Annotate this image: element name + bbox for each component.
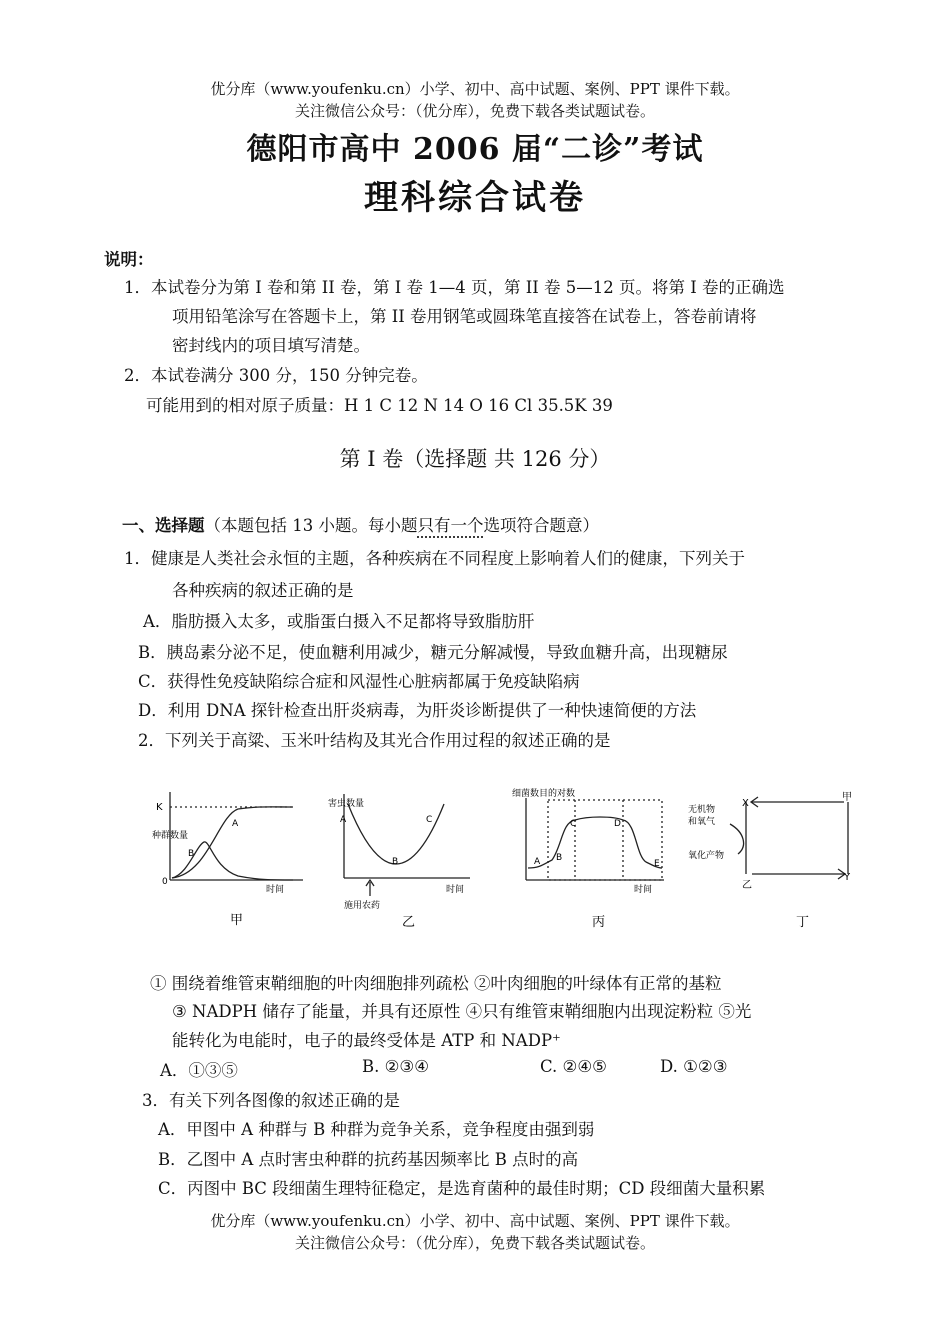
ding-x-label: X [742, 798, 749, 809]
footer-line-2: 关注微信公众号：（优分库），免费下载各类试题试卷。 [294, 1234, 655, 1252]
bing-d-label: D [614, 819, 621, 829]
yi-b-label: B [392, 857, 399, 867]
ding-caption: 丁 [796, 915, 810, 930]
jia-x-label: 时间 [266, 885, 285, 895]
jia-k-label: K [156, 802, 163, 813]
note-2: 2．本试卷满分 300 分，150 分钟完卷。 [124, 366, 428, 385]
q1-option-a: A．脂肪摄入太多，或脂蛋白摄入不足都将导致脂肪肝 [143, 612, 535, 631]
q1-option-d: D．利用 DNA 探针检查出肝炎病毒，为肝炎诊断提供了一种快速简便的方法 [138, 701, 697, 720]
section-heading-text-b: 选项符合题意） [483, 516, 599, 535]
yi-a-label: A [340, 815, 347, 825]
exam-title: 德阳市高中 2006 届“二诊”考试 [246, 132, 704, 167]
note-1-line-2: 项用铅笔涂写在答题卡上，第 II 卷用钢笔或圆珠笔直接答在试卷上，答卷前请将 [172, 307, 757, 326]
ding-y-label: Y [844, 872, 851, 883]
bing-caption: 丙 [592, 915, 606, 930]
q1-option-c: C．获得性免疫缺陷综合症和风湿性心脏病都属于免疫缺陷病 [138, 672, 580, 691]
atomic-masses: 可能用到的相对原子质量：H 1 C 12 N 14 O 16 Cl 35.5K 39 [146, 396, 613, 415]
header-line-2: 关注微信公众号：（优分库），免费下载各类试题试卷。 [294, 102, 655, 120]
ding-input-line-2: 和氧气 [688, 817, 716, 827]
yi-x-label: 时间 [446, 885, 465, 895]
header-line-1: 优分库（www.youfenku.cn）小学、初中、高中试题、案例、PPT 课件下载。 [210, 80, 740, 98]
jia-caption: 甲 [230, 913, 244, 928]
bing-dashed-box [548, 800, 662, 880]
jia-y-label: 种群数量 [152, 831, 189, 841]
yi-c-label: C [426, 815, 433, 825]
q3-stem: 3．有关下列各图像的叙述正确的是 [142, 1091, 400, 1110]
section-heading-text-a: （本题包括 13 小题。每小题 [204, 516, 418, 535]
ding-process-arrow [730, 824, 744, 854]
note-1-line-3: 密封线内的项目填写清楚。 [172, 336, 370, 355]
bing-b-label: B [556, 853, 563, 863]
exam-subtitle: 理科综合试卷 [364, 178, 586, 218]
q2-option-c: C. ②④⑤ [540, 1057, 607, 1076]
section-heading-emphasis: 只有一个 [417, 516, 484, 535]
q2-option-b: B. ②③④ [362, 1057, 429, 1076]
q3-option-a: A．甲图中 A 种群与 B 种群为竞争关系，竞争程度由强到弱 [158, 1120, 595, 1139]
bing-c-label: C [570, 819, 577, 829]
yi-arrow-label: 施用农药 [344, 901, 381, 911]
figure-jia [170, 792, 303, 880]
jia-b-label: B [188, 849, 195, 859]
ding-jia-label: 甲 [842, 792, 852, 803]
q3-option-b: B．乙图中 A 点时害虫种群的抗药基因频率比 B 点时的高 [158, 1150, 579, 1169]
figure-ding [730, 797, 848, 879]
ding-output-label: 氧化产物 [688, 851, 725, 861]
q1-stem-line-2: 各种疾病的叙述正确的是 [172, 581, 354, 600]
notes-heading: 说明： [104, 250, 154, 269]
q3-option-c: C．丙图中 BC 段细菌生理特征稳定，是选育菌种的最佳时期；CD 段细菌大量积累 [158, 1179, 766, 1198]
q2-stem: 2．下列关于高粱、玉米叶结构及其光合作用过程的叙述正确的是 [138, 731, 611, 750]
q2-statements-line-1: ① 围绕着维管束鞘细胞的叶肉细胞排列疏松 ②叶肉细胞的叶绿体有正常的基粒 [150, 974, 722, 993]
ding-input-line-1: 无机物 [688, 805, 716, 815]
q2-option-d: D. ①②③ [660, 1057, 728, 1076]
q2-statements-line-2: ③ NADPH 储存了能量，并具有还原性 ④只有维管束鞘细胞内出现淀粉粒 ⑤光 [172, 1002, 752, 1021]
yi-caption: 乙 [402, 915, 416, 930]
figure-bing [526, 798, 664, 880]
footer-line-1: 优分库（www.youfenku.cn）小学、初中、高中试题、案例、PPT 课件下载。 [210, 1212, 740, 1230]
q1-stem-line-1: 1．健康是人类社会永恒的主题，各种疾病在不同程度上影响着人们的健康，下列关于 [124, 549, 745, 568]
q2-option-a: A．①③⑤ [160, 1061, 238, 1080]
jia-curve-b [172, 842, 293, 880]
yi-y-label: 害虫数量 [328, 799, 365, 809]
figure-panel [148, 776, 864, 934]
ding-yi-label: 乙 [742, 880, 752, 891]
bing-a-label: A [534, 857, 541, 867]
jia-origin-label: 0 [162, 877, 168, 887]
q1-option-b: B．胰岛素分泌不足，使血糖利用减少，糖元分解减慢，导致血糖升高，出现糖尿 [138, 643, 728, 662]
jia-curve-a [172, 807, 293, 878]
bing-e-label: E [654, 859, 660, 869]
bing-x-label: 时间 [634, 885, 653, 895]
yi-curve [348, 804, 444, 864]
jia-a-label: A [232, 819, 239, 829]
note-1-line-1: 1．本试卷分为第 I 卷和第 II 卷，第 I 卷 1—4 页，第 II 卷 5—12 页。将第 I 卷的正确选 [124, 278, 785, 297]
q2-statements-line-3: 能转化为电能时，电子的最终受体是 ATP 和 NADP⁺ [172, 1031, 561, 1050]
section-heading [122, 512, 599, 536]
figure-yi [344, 794, 470, 896]
section-title: 第 I 卷（选择题 共 126 分） [339, 447, 611, 471]
section-heading-label: 一、选择题 [122, 516, 205, 535]
bing-y-label: 细菌数目的对数 [512, 789, 576, 799]
